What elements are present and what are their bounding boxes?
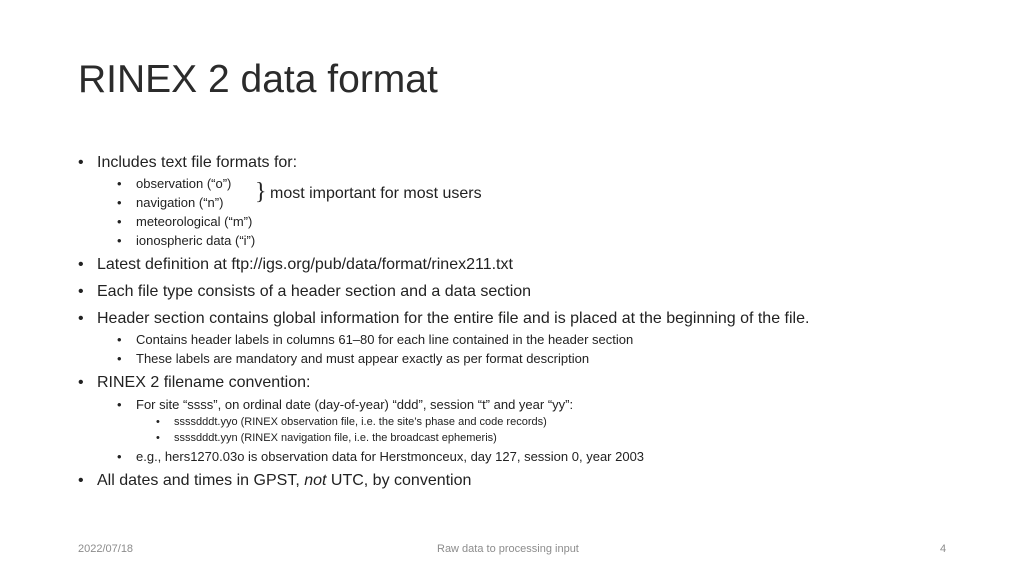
sub-bullet-observation: observation (“o”) [136,176,232,191]
slide-title: RINEX 2 data format [78,58,438,101]
bullet-marker: • [117,176,122,191]
bullet-filename-convention: RINEX 2 filename convention: [97,374,311,391]
sub-sub-bullet-obs-file: ssssdddt.yyo (RINEX observation file, i.e. the site’s phase and code records) [174,416,547,428]
bullet-marker: • [117,233,122,248]
bullet-marker: • [78,256,84,273]
brace-note: most important for most users [270,185,482,202]
sub-bullet-ionospheric: ionospheric data (“i”) [136,233,256,248]
bullet-marker: • [156,432,160,444]
sub-bullet-for-site: For site “ssss”, on ordinal date (day-of-year) “ddd”, session “t” and year “yy”: [136,397,574,412]
bullet-marker: • [117,397,122,412]
footer-date: 2022/07/18 [78,543,134,555]
bullet-includes: Includes text file formats for: [97,154,298,171]
dates-text-pre: All dates and times in GPST, [97,472,305,489]
bullet-marker: • [117,332,122,347]
bullet-marker: • [117,449,122,464]
bullet-marker: • [78,310,84,327]
sub-bullet-header-labels: Contains header labels in columns 61–80 for each line contained in the header section [136,332,634,347]
bullet-latest-definition: Latest definition at ftp://igs.org/pub/data/format/rinex211.txt [97,256,513,273]
sub-bullet-example: e.g., hers1270.03o is observation data for Herstmonceux, day 127, session 0, year 2003 [136,449,645,464]
dates-text-post: UTC, by convention [326,472,472,489]
sub-bullet-navigation: navigation (“n”) [136,195,224,210]
footer-center-text: Raw data to processing input [437,543,579,555]
bullet-marker: • [117,351,122,366]
brace-symbol: } [255,179,267,205]
bullet-marker: • [78,283,84,300]
dates-text-emphasis: not [304,472,327,489]
bullet-file-type: Each file type consists of a header section and a data section [97,283,532,300]
bullet-header-section: Header section contains global information for the entire file and is placed at the beginning of the file. [97,310,810,327]
bullet-marker: • [78,374,84,391]
sub-bullet-meteorological: meteorological (“m”) [136,214,253,229]
footer-page-number: 4 [940,543,947,555]
bullet-marker: • [78,154,84,171]
sub-sub-bullet-nav-file: ssssdddt.yyn (RINEX navigation file, i.e. the broadcast ephemeris) [174,432,497,444]
bullet-marker: • [156,416,160,428]
bullet-marker: • [117,214,122,229]
sub-bullet-mandatory: These labels are mandatory and must appear exactly as per format description [136,351,590,366]
bullet-marker: • [117,195,122,210]
bullet-dates-times [97,472,471,490]
bullet-marker: • [78,472,84,489]
